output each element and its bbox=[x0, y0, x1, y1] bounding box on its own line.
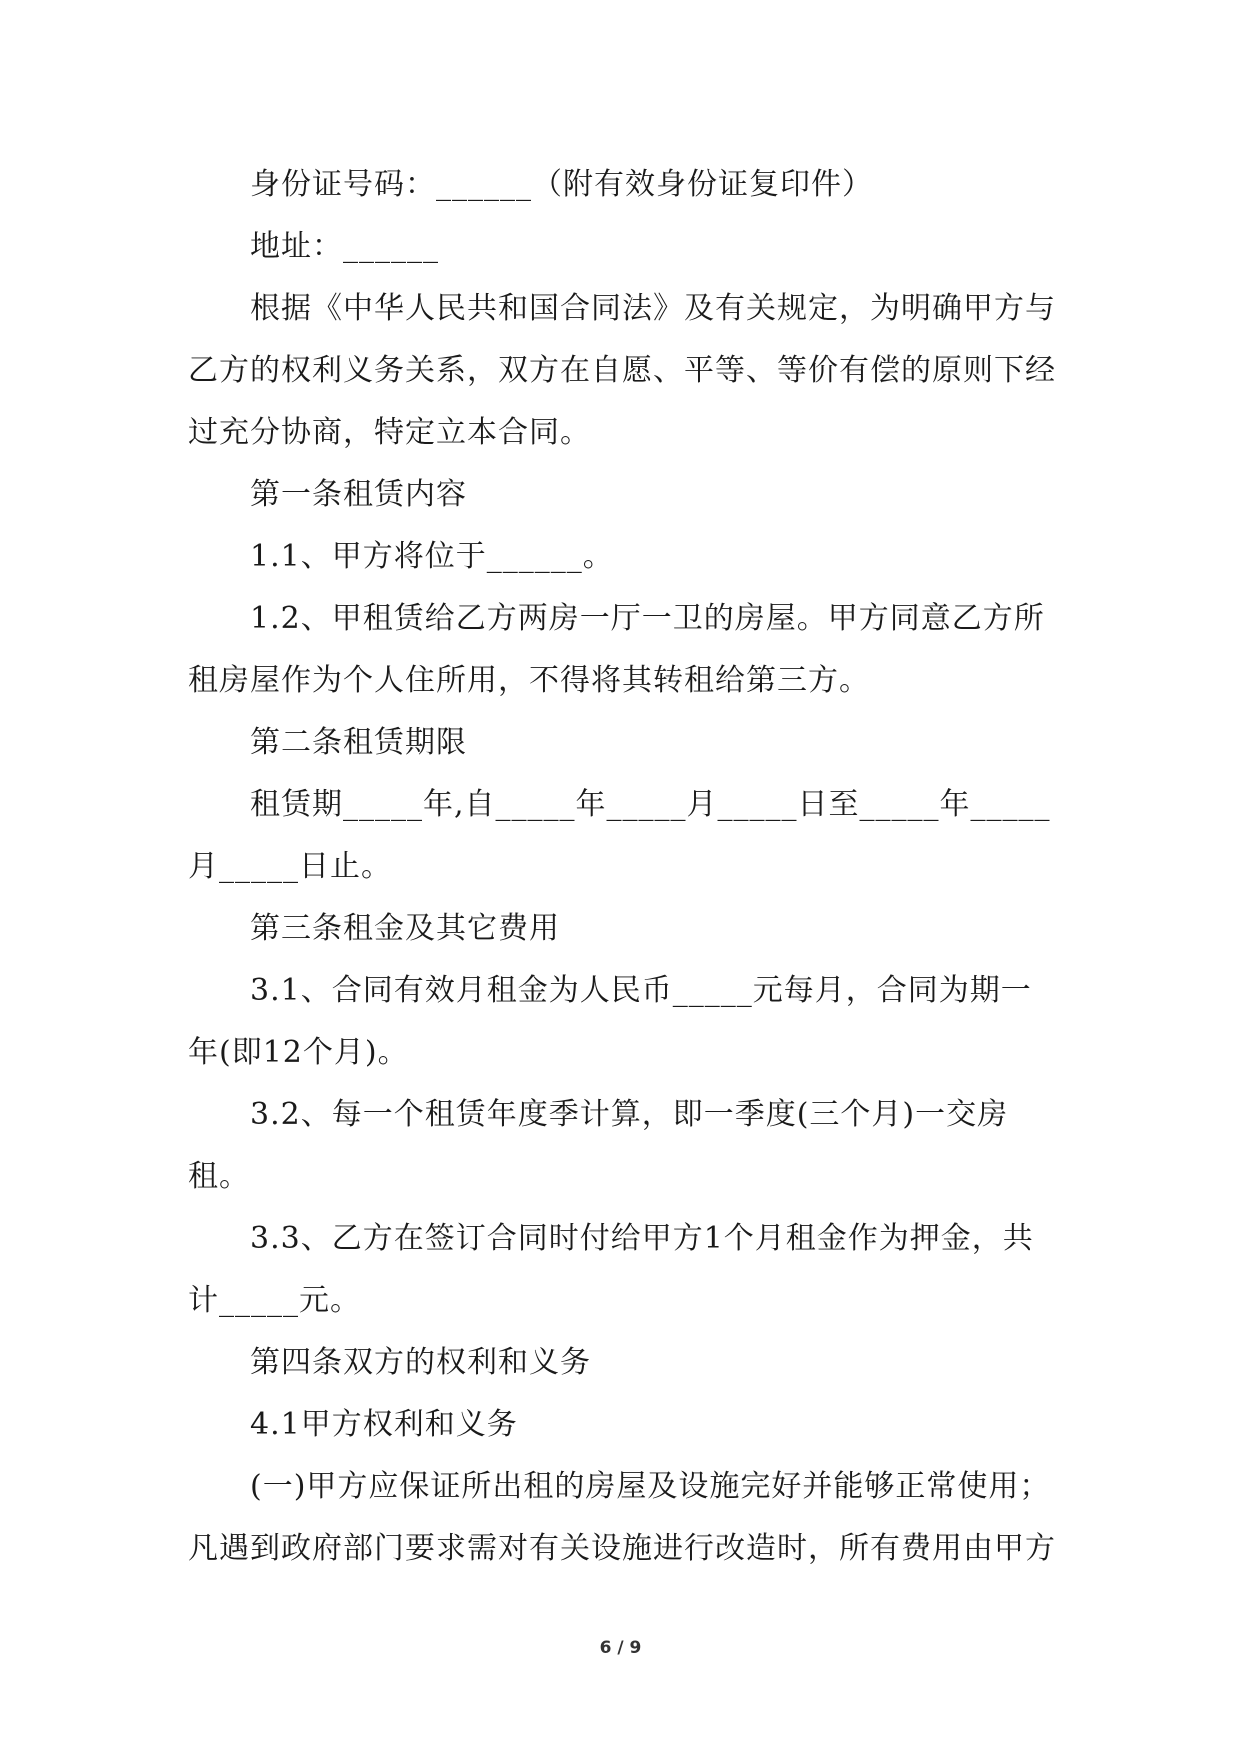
page-number: 6 / 9 bbox=[599, 1638, 642, 1658]
heading-article-3: 第三条租金及其它费用 bbox=[250, 911, 560, 946]
paragraph-id-number: 身份证号码：______（附有效身份证复印件） bbox=[250, 167, 873, 202]
paragraph-1-1: 1.1、甲方将位于______。 bbox=[250, 539, 614, 574]
paragraph-preamble: 根据《中华人民共和国合同法》及有关规定，为明确甲方与乙方的权利义务关系，双方在自愿、平等、等价有偿的原则下经过充分协商，特定立本合同。 bbox=[188, 291, 1056, 450]
heading-article-2: 第二条租赁期限 bbox=[250, 725, 467, 760]
paragraph-3-2: 3.2、每一个租赁年度季计算，即一季度(三个月)一交房租。 bbox=[188, 1097, 1009, 1194]
paragraph-1-2: 1.2、甲租赁给乙方两房一厅一卫的房屋。甲方同意乙方所租房屋作为个人住所用，不得将其转租给第三方。 bbox=[188, 601, 1045, 698]
heading-article-4: 第四条双方的权利和义务 bbox=[250, 1345, 591, 1380]
paragraph-3-3: 3.3、乙方在签订合同时付给甲方1个月租金作为押金，共计_____元。 bbox=[188, 1221, 1034, 1318]
paragraph-address: 地址：______ bbox=[250, 229, 439, 264]
document-body bbox=[188, 154, 1060, 1580]
paragraph-lease-term: 租赁期_____年,自_____年_____月_____日至_____年_____月_____日止。 bbox=[188, 787, 1051, 884]
paragraph-4-1-1: (一)甲方应保证所出租的房屋及设施完好并能够正常使用；凡遇到政府部门要求需对有关设施进行改造时，所有费用由甲方 bbox=[188, 1469, 1056, 1566]
heading-4-1: 4.1甲方权利和义务 bbox=[250, 1407, 518, 1442]
heading-article-1: 第一条租赁内容 bbox=[250, 477, 467, 512]
paragraph-3-1: 3.1、合同有效月租金为人民币_____元每月，合同为期一年(即12个月)。 bbox=[188, 973, 1032, 1070]
